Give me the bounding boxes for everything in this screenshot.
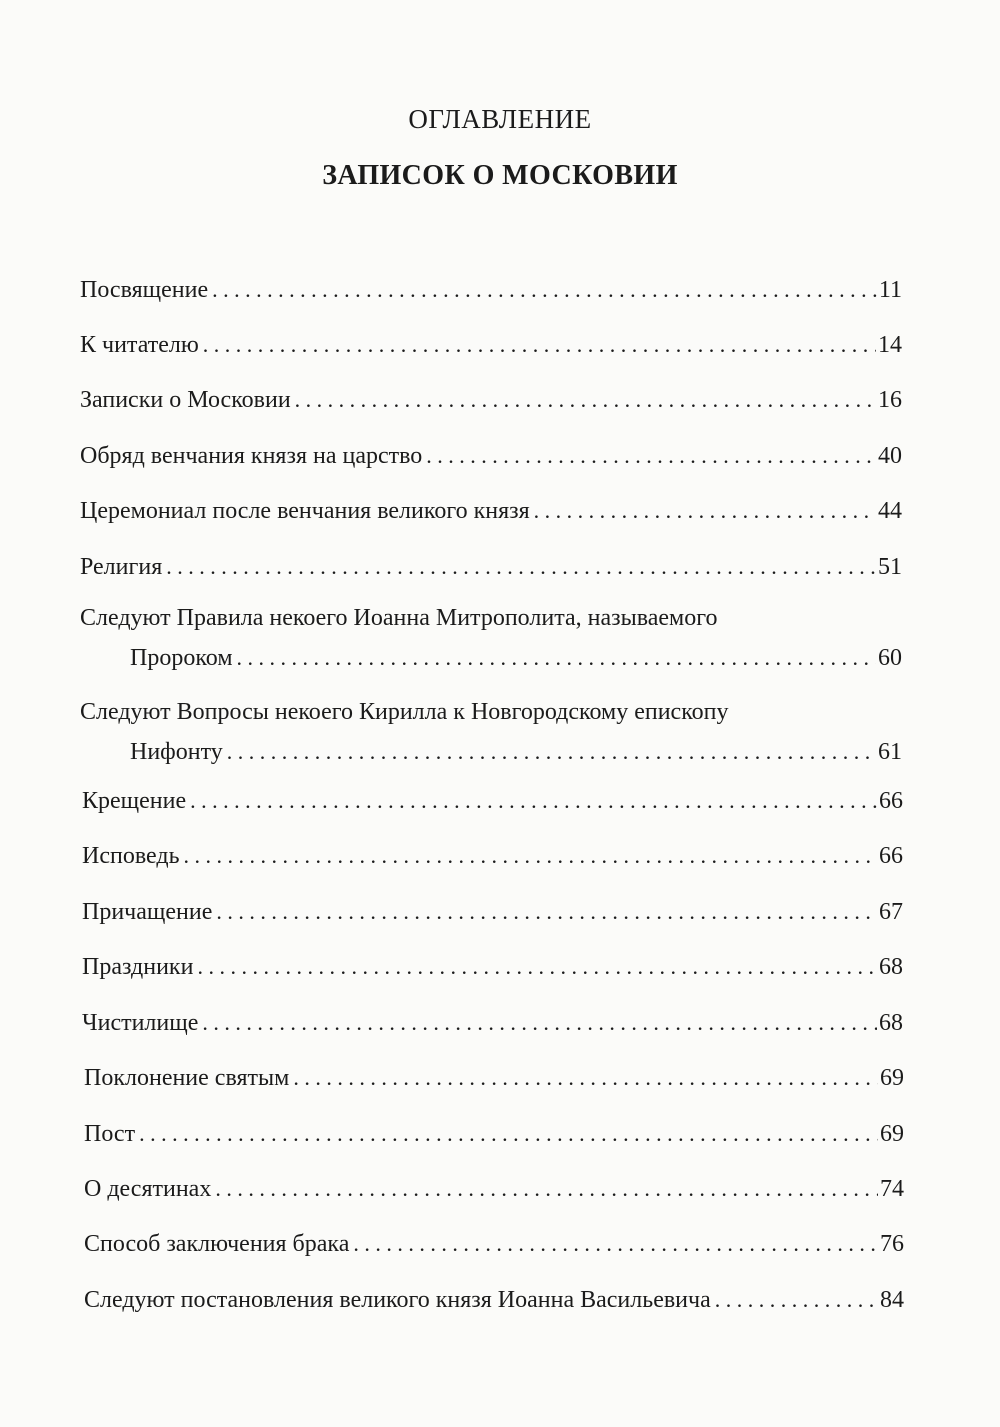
toc-entry-page: 16 (878, 387, 902, 413)
toc-entry (84, 1114, 904, 1154)
toc-entry (80, 692, 902, 772)
toc-entry-page: 51 (878, 554, 902, 580)
toc-entry-title: Крещение (82, 788, 187, 814)
toc-entry (84, 1224, 904, 1264)
toc-entry-page: 74 (880, 1176, 904, 1202)
toc-entry-page: 68 (879, 1010, 903, 1036)
toc-entry-title: Поклонение святым (84, 1065, 290, 1091)
toc-entry-page: 76 (880, 1231, 904, 1257)
dot-leader (202, 1003, 877, 1043)
toc-entry-page: 11 (878, 277, 902, 303)
dot-leader (215, 1169, 878, 1209)
toc-entry (80, 491, 902, 531)
toc-entry-page: 44 (878, 498, 902, 524)
toc-entry (84, 1058, 904, 1098)
toc-entry (80, 547, 902, 587)
toc-entry-title: Исповедь (82, 843, 180, 869)
toc-entry-title: О десятинах (84, 1176, 212, 1202)
book-title: ЗАПИСОК О МОСКОВИИ (322, 160, 678, 191)
toc-entry (80, 598, 902, 678)
toc-entry-title: Посвящение (80, 277, 209, 303)
toc-entry-title: Следуют Правила некоего Иоанна Митрополита, называемого (80, 605, 718, 631)
toc-entry (84, 1280, 904, 1320)
dot-leader (166, 547, 876, 587)
toc-entry-page: 14 (878, 332, 902, 358)
toc-entry (82, 781, 903, 821)
toc-entry-title: Следуют Вопросы некоего Кирилла к Новгородскому епископу (80, 699, 729, 725)
toc-entry-page: 69 (880, 1121, 904, 1147)
dot-leader (216, 892, 877, 932)
toc-entry-title: Записки о Московии (80, 387, 291, 413)
dot-leader (184, 836, 877, 876)
dot-leader (426, 436, 876, 476)
toc-entry-title-continued: Пророком (130, 645, 233, 671)
toc-entry-page: 69 (880, 1065, 904, 1091)
toc-entry-title: Обряд венчания князя на царство (80, 443, 423, 469)
toc-entry (80, 325, 902, 365)
dot-leader (212, 270, 877, 310)
toc-entry-page: 61 (878, 739, 902, 765)
dot-leader (190, 781, 877, 821)
dot-leader (237, 638, 876, 678)
dot-leader (353, 1224, 878, 1264)
toc-entry-page: 67 (879, 899, 903, 925)
toc-entry-page: 68 (879, 954, 903, 980)
toc-entry-title: Чистилище (82, 1010, 199, 1036)
toc-entry (80, 380, 902, 420)
toc-entry (82, 947, 903, 987)
toc-entry (80, 436, 902, 476)
dot-leader (227, 732, 876, 772)
toc-entry-page: 40 (878, 443, 902, 469)
toc-entry-page: 66 (879, 843, 903, 869)
toc-entry (82, 836, 903, 876)
dot-leader (197, 947, 877, 987)
toc-entry-page: 66 (879, 788, 903, 814)
toc-entry (82, 892, 903, 932)
toc-entry-title: Церемониал после венчания великого князя (80, 498, 530, 524)
toc-entry (80, 270, 902, 310)
toc-entry (84, 1169, 904, 1209)
toc-entry-title: Причащение (82, 899, 213, 925)
dot-leader (203, 325, 876, 365)
dot-leader (715, 1280, 878, 1320)
toc-entry-title: Праздники (82, 954, 194, 980)
dot-leader (534, 491, 876, 531)
toc-entry-page: 60 (878, 645, 902, 671)
dot-leader (139, 1114, 878, 1154)
toc-entry-title: Пост (84, 1121, 136, 1147)
toc-entry-title: Способ заключения брака (84, 1231, 350, 1257)
toc-entry-title: К читателю (80, 332, 199, 358)
toc-entry-title: Следуют постановления великого князя Иоанна Васильевича (84, 1287, 711, 1313)
toc-entry-title-continued: Нифонту (130, 739, 223, 765)
toc-heading: ОГЛАВЛЕНИЕ (408, 104, 592, 134)
toc-entry-title: Религия (80, 554, 163, 580)
dot-leader (293, 1058, 878, 1098)
toc-entry (82, 1003, 903, 1043)
toc-entry-page: 84 (880, 1287, 904, 1313)
dot-leader (295, 380, 876, 420)
